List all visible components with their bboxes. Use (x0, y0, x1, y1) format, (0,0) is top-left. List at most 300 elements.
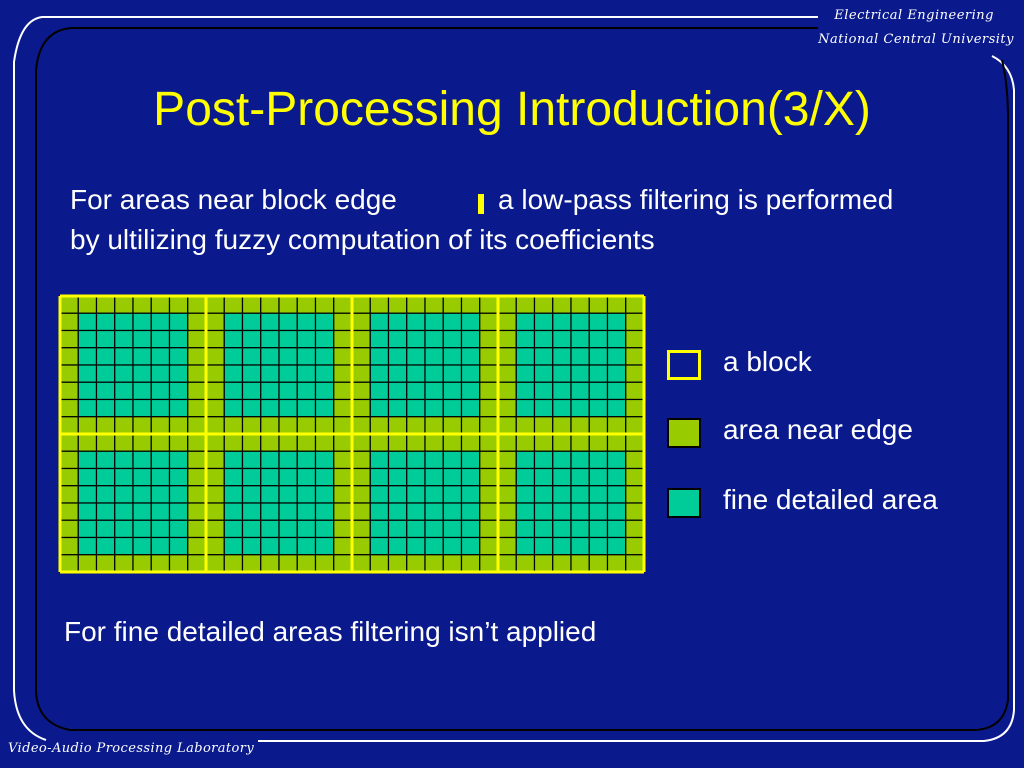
edge-area-cell (334, 331, 352, 348)
fine-detailed-cell (407, 451, 425, 468)
fine-detailed-cell (297, 538, 315, 555)
fine-detailed-cell (443, 348, 461, 365)
fine-detailed-cell (316, 365, 334, 382)
edge-area-cell (133, 296, 151, 313)
edge-area-cell (297, 555, 315, 572)
fine-detailed-cell (443, 400, 461, 417)
fine-detailed-cell (279, 365, 297, 382)
edge-area-cell (60, 469, 78, 486)
footer-lab-name: Video-Audio Processing Laboratory (8, 741, 255, 756)
edge-area-cell (389, 434, 407, 451)
fine-detailed-cell (243, 365, 261, 382)
fine-detailed-cell (115, 503, 133, 520)
fine-detailed-cell (151, 538, 169, 555)
edge-area-cell (571, 417, 589, 434)
fine-detailed-cell (571, 486, 589, 503)
fine-detailed-cell (571, 469, 589, 486)
fine-detailed-cell (297, 382, 315, 399)
fine-detailed-cell (389, 382, 407, 399)
fine-detailed-cell (462, 469, 480, 486)
fine-detailed-cell (115, 382, 133, 399)
fine-detailed-cell (443, 313, 461, 330)
edge-area-cell (407, 434, 425, 451)
fine-detailed-cell (535, 520, 553, 537)
fine-detailed-cell (608, 400, 626, 417)
fine-detailed-cell (261, 382, 279, 399)
fine-detailed-cell (115, 331, 133, 348)
fine-detailed-cell (516, 520, 534, 537)
edge-area-cell (60, 503, 78, 520)
fine-detailed-cell (279, 486, 297, 503)
edge-area-cell (316, 417, 334, 434)
fine-detailed-cell (297, 400, 315, 417)
edge-area-cell (352, 555, 370, 572)
fine-detailed-cell (589, 503, 607, 520)
fine-detailed-cell (425, 331, 443, 348)
paragraph-line1-part2: a low-pass filtering is performed (498, 184, 894, 215)
fine-detailed-cell (516, 331, 534, 348)
fine-detailed-cell (170, 451, 188, 468)
edge-area-cell (352, 313, 370, 330)
edge-area-cell (188, 555, 206, 572)
edge-area-cell (60, 296, 78, 313)
fine-detailed-cell (553, 486, 571, 503)
fine-detailed-cell (170, 503, 188, 520)
fine-detailed-cell (316, 331, 334, 348)
fine-detailed-cell (535, 313, 553, 330)
paragraph-line2: by ultilizing fuzzy computation of its coefficients (70, 224, 655, 255)
edge-area-cell (60, 417, 78, 434)
edge-area-cell (334, 296, 352, 313)
fine-detailed-cell (297, 313, 315, 330)
edge-area-cell (352, 503, 370, 520)
fine-detailed-cell (462, 486, 480, 503)
edge-area-cell (279, 434, 297, 451)
edge-area-cell (206, 417, 224, 434)
fine-detailed-cell (316, 486, 334, 503)
fine-detailed-cell (297, 503, 315, 520)
edge-area-cell (97, 417, 115, 434)
fine-detailed-cell (115, 313, 133, 330)
edge-area-cell (151, 434, 169, 451)
fine-detailed-cell (297, 520, 315, 537)
note-text: For fine detailed areas filtering isn’t applied (64, 616, 597, 647)
fine-detailed-cell (151, 451, 169, 468)
edge-area-cell (589, 555, 607, 572)
edge-area-cell (626, 313, 644, 330)
fine-detailed-cell (389, 365, 407, 382)
fine-detailed-cell (151, 331, 169, 348)
edge-area-cell (115, 555, 133, 572)
edge-area-cell (261, 555, 279, 572)
fine-detailed-cell (224, 382, 242, 399)
edge-area-cell (425, 296, 443, 313)
fine-detailed-cell (370, 400, 388, 417)
fine-detailed-cell (462, 451, 480, 468)
edge-area-cell (188, 520, 206, 537)
fine-detailed-cell (553, 503, 571, 520)
edge-area-cell (480, 555, 498, 572)
fine-detailed-cell (462, 382, 480, 399)
fine-detailed-cell (443, 451, 461, 468)
fine-detailed-cell (389, 331, 407, 348)
edge-area-cell (370, 434, 388, 451)
edge-area-cell (498, 313, 516, 330)
edge-area-cell (516, 434, 534, 451)
edge-area-cell (334, 469, 352, 486)
fine-detailed-cell (571, 451, 589, 468)
edge-area-cell (626, 348, 644, 365)
edge-area-cell (589, 417, 607, 434)
fine-detailed-cell (553, 382, 571, 399)
fine-detailed-cell (297, 469, 315, 486)
fine-detailed-cell (243, 382, 261, 399)
fine-detailed-cell (608, 469, 626, 486)
fine-detailed-cell (97, 486, 115, 503)
edge-area-cell (97, 555, 115, 572)
fine-detailed-cell (608, 331, 626, 348)
fine-detailed-cell (535, 331, 553, 348)
fine-detailed-cell (370, 520, 388, 537)
fine-detailed-cell (243, 503, 261, 520)
fine-detailed-cell (370, 365, 388, 382)
edge-area-cell (78, 555, 96, 572)
fine-detailed-cell (115, 486, 133, 503)
edge-area-cell (188, 451, 206, 468)
fine-detailed-cell (115, 520, 133, 537)
edge-area-cell (498, 503, 516, 520)
fine-detailed-cell (535, 538, 553, 555)
edge-area-cell (78, 296, 96, 313)
edge-area-cell (60, 365, 78, 382)
fine-detailed-cell (279, 503, 297, 520)
edge-area-cell (462, 434, 480, 451)
edge-area-cell (206, 469, 224, 486)
fine-detailed-cell (608, 313, 626, 330)
fine-detailed-cell (516, 400, 534, 417)
fine-detailed-cell (279, 469, 297, 486)
edge-area-cell (170, 434, 188, 451)
fine-detailed-cell (571, 382, 589, 399)
fine-detailed-cell (425, 348, 443, 365)
fine-detailed-cell (97, 313, 115, 330)
fine-detailed-cell (170, 400, 188, 417)
edge-area-cell (425, 417, 443, 434)
edge-area-cell (626, 451, 644, 468)
edge-area-cell (206, 400, 224, 417)
edge-area-cell (589, 434, 607, 451)
fine-detailed-cell (261, 313, 279, 330)
fine-detailed-cell (608, 538, 626, 555)
fine-detailed-cell (115, 451, 133, 468)
fine-detailed-cell (316, 503, 334, 520)
edge-area-cell (334, 365, 352, 382)
fine-detailed-cell (316, 382, 334, 399)
edge-area-cell (206, 313, 224, 330)
fine-detailed-cell (279, 520, 297, 537)
fine-detailed-cell (151, 382, 169, 399)
fine-detailed-cell (297, 348, 315, 365)
fine-detailed-cell (115, 400, 133, 417)
edge-area-cell (188, 365, 206, 382)
edge-area-cell (243, 417, 261, 434)
edge-area-cell (626, 486, 644, 503)
legend-swatch-block (667, 350, 701, 380)
fine-detailed-cell (608, 348, 626, 365)
edge-area-cell (516, 296, 534, 313)
edge-area-cell (206, 538, 224, 555)
edge-area-cell (206, 555, 224, 572)
fine-detailed-cell (370, 313, 388, 330)
edge-area-cell (370, 417, 388, 434)
edge-area-cell (170, 296, 188, 313)
fine-detailed-cell (243, 313, 261, 330)
edge-area-cell (316, 555, 334, 572)
edge-area-cell (608, 434, 626, 451)
edge-area-cell (626, 365, 644, 382)
fine-detailed-cell (370, 503, 388, 520)
edge-area-cell (589, 296, 607, 313)
edge-area-cell (480, 503, 498, 520)
fine-detailed-cell (224, 313, 242, 330)
fine-detailed-cell (261, 331, 279, 348)
edge-area-cell (480, 417, 498, 434)
fine-detailed-cell (407, 520, 425, 537)
edge-area-cell (553, 296, 571, 313)
edge-area-cell (498, 555, 516, 572)
edge-area-cell (352, 348, 370, 365)
fine-detailed-cell (407, 382, 425, 399)
fine-detailed-cell (151, 313, 169, 330)
edge-area-cell (224, 555, 242, 572)
fine-detailed-cell (553, 331, 571, 348)
fine-detailed-cell (571, 331, 589, 348)
fine-detailed-cell (443, 331, 461, 348)
edge-area-cell (352, 451, 370, 468)
edge-area-cell (352, 469, 370, 486)
fine-detailed-cell (425, 365, 443, 382)
fine-detailed-cell (407, 538, 425, 555)
fine-detailed-cell (133, 451, 151, 468)
fine-detailed-cell (224, 348, 242, 365)
edge-area-cell (480, 469, 498, 486)
fine-detailed-cell (316, 400, 334, 417)
fine-detailed-cell (224, 520, 242, 537)
fine-detailed-cell (443, 486, 461, 503)
fine-detailed-cell (261, 486, 279, 503)
edge-area-cell (188, 503, 206, 520)
fine-detailed-cell (151, 486, 169, 503)
edge-area-cell (425, 434, 443, 451)
fine-detailed-cell (571, 538, 589, 555)
fine-detailed-cell (151, 348, 169, 365)
fine-detailed-cell (151, 520, 169, 537)
edge-area-cell (370, 296, 388, 313)
edge-area-cell (352, 365, 370, 382)
edge-area-cell (297, 417, 315, 434)
fine-detailed-cell (151, 469, 169, 486)
fine-detailed-cell (133, 503, 151, 520)
edge-area-cell (462, 555, 480, 572)
fine-detailed-cell (589, 520, 607, 537)
header-department: Electrical Engineering (834, 8, 994, 23)
fine-detailed-cell (297, 486, 315, 503)
edge-area-cell (279, 417, 297, 434)
fine-detailed-cell (462, 538, 480, 555)
edge-area-cell (608, 417, 626, 434)
fine-detailed-cell (243, 451, 261, 468)
fine-detailed-cell (462, 520, 480, 537)
fine-detailed-cell (170, 313, 188, 330)
fine-detailed-cell (443, 469, 461, 486)
edge-area-cell (425, 555, 443, 572)
fine-detailed-cell (425, 382, 443, 399)
edge-area-cell (535, 417, 553, 434)
fine-detailed-cell (516, 486, 534, 503)
edge-area-cell (571, 434, 589, 451)
fine-detailed-cell (425, 469, 443, 486)
fine-detailed-cell (608, 365, 626, 382)
edge-area-cell (206, 434, 224, 451)
fine-detailed-cell (279, 382, 297, 399)
fine-detailed-cell (553, 520, 571, 537)
edge-area-cell (206, 365, 224, 382)
edge-area-cell (334, 451, 352, 468)
legend-swatch-fine-area (667, 488, 701, 518)
edge-area-cell (279, 555, 297, 572)
fine-detailed-cell (316, 520, 334, 537)
fine-detailed-cell (425, 538, 443, 555)
fine-detailed-cell (224, 331, 242, 348)
edge-area-cell (352, 520, 370, 537)
edge-area-cell (443, 555, 461, 572)
fine-detailed-cell (553, 400, 571, 417)
fine-detailed-cell (243, 538, 261, 555)
fine-detailed-cell (407, 469, 425, 486)
edge-area-cell (115, 417, 133, 434)
edge-area-cell (170, 417, 188, 434)
fine-detailed-cell (389, 486, 407, 503)
fine-detailed-cell (443, 520, 461, 537)
fine-detailed-cell (370, 382, 388, 399)
edge-area-cell (352, 486, 370, 503)
edge-area-cell (334, 400, 352, 417)
fine-detailed-cell (535, 486, 553, 503)
fine-detailed-cell (516, 365, 534, 382)
fine-detailed-cell (133, 331, 151, 348)
fine-detailed-cell (516, 538, 534, 555)
edge-area-cell (407, 555, 425, 572)
edge-area-cell (553, 417, 571, 434)
edge-area-cell (480, 348, 498, 365)
fine-detailed-cell (608, 382, 626, 399)
fine-detailed-cell (571, 400, 589, 417)
fine-detailed-cell (407, 503, 425, 520)
edge-area-cell (224, 296, 242, 313)
fine-detailed-cell (97, 538, 115, 555)
fine-detailed-cell (535, 451, 553, 468)
fine-detailed-cell (443, 538, 461, 555)
edge-area-cell (352, 417, 370, 434)
fine-detailed-cell (608, 503, 626, 520)
fine-detailed-cell (151, 365, 169, 382)
edge-area-cell (151, 417, 169, 434)
edge-area-cell (97, 296, 115, 313)
edge-area-cell (60, 555, 78, 572)
edge-area-cell (480, 331, 498, 348)
edge-area-cell (498, 520, 516, 537)
edge-area-cell (535, 434, 553, 451)
fine-detailed-cell (316, 348, 334, 365)
fine-detailed-cell (462, 313, 480, 330)
edge-area-cell (334, 382, 352, 399)
fine-detailed-cell (516, 469, 534, 486)
edge-area-cell (133, 434, 151, 451)
fine-detailed-cell (443, 503, 461, 520)
fine-detailed-cell (279, 538, 297, 555)
fine-detailed-cell (370, 486, 388, 503)
fine-detailed-cell (261, 400, 279, 417)
fine-detailed-cell (462, 365, 480, 382)
fine-detailed-cell (370, 331, 388, 348)
edge-area-cell (224, 417, 242, 434)
edge-area-cell (279, 296, 297, 313)
fine-detailed-cell (133, 348, 151, 365)
fine-detailed-cell (516, 382, 534, 399)
fine-detailed-cell (279, 331, 297, 348)
edge-area-cell (115, 434, 133, 451)
fine-detailed-cell (516, 348, 534, 365)
edge-area-cell (188, 486, 206, 503)
fine-detailed-cell (78, 469, 96, 486)
edge-area-cell (334, 313, 352, 330)
fine-detailed-cell (516, 313, 534, 330)
fine-detailed-cell (535, 365, 553, 382)
edge-area-cell (498, 348, 516, 365)
fine-detailed-cell (170, 365, 188, 382)
edge-area-cell (389, 555, 407, 572)
fine-detailed-cell (224, 538, 242, 555)
edge-area-cell (480, 400, 498, 417)
fine-detailed-cell (589, 313, 607, 330)
edge-area-cell (170, 555, 188, 572)
edge-area-cell (334, 348, 352, 365)
fine-detailed-cell (425, 400, 443, 417)
edge-area-cell (334, 503, 352, 520)
edge-area-cell (389, 296, 407, 313)
edge-area-cell (553, 434, 571, 451)
fine-detailed-cell (261, 503, 279, 520)
edge-area-cell (370, 555, 388, 572)
edge-area-cell (443, 434, 461, 451)
fine-detailed-cell (243, 486, 261, 503)
edge-area-cell (261, 434, 279, 451)
edge-area-cell (316, 296, 334, 313)
edge-area-cell (78, 417, 96, 434)
fine-detailed-cell (78, 382, 96, 399)
edge-area-cell (608, 296, 626, 313)
fine-detailed-cell (425, 520, 443, 537)
edge-area-cell (60, 382, 78, 399)
fine-detailed-cell (78, 520, 96, 537)
edge-area-cell (60, 400, 78, 417)
fine-detailed-cell (224, 469, 242, 486)
edge-area-cell (243, 296, 261, 313)
fine-detailed-cell (78, 486, 96, 503)
edge-area-cell (389, 417, 407, 434)
fine-detailed-cell (261, 451, 279, 468)
edge-area-cell (352, 434, 370, 451)
